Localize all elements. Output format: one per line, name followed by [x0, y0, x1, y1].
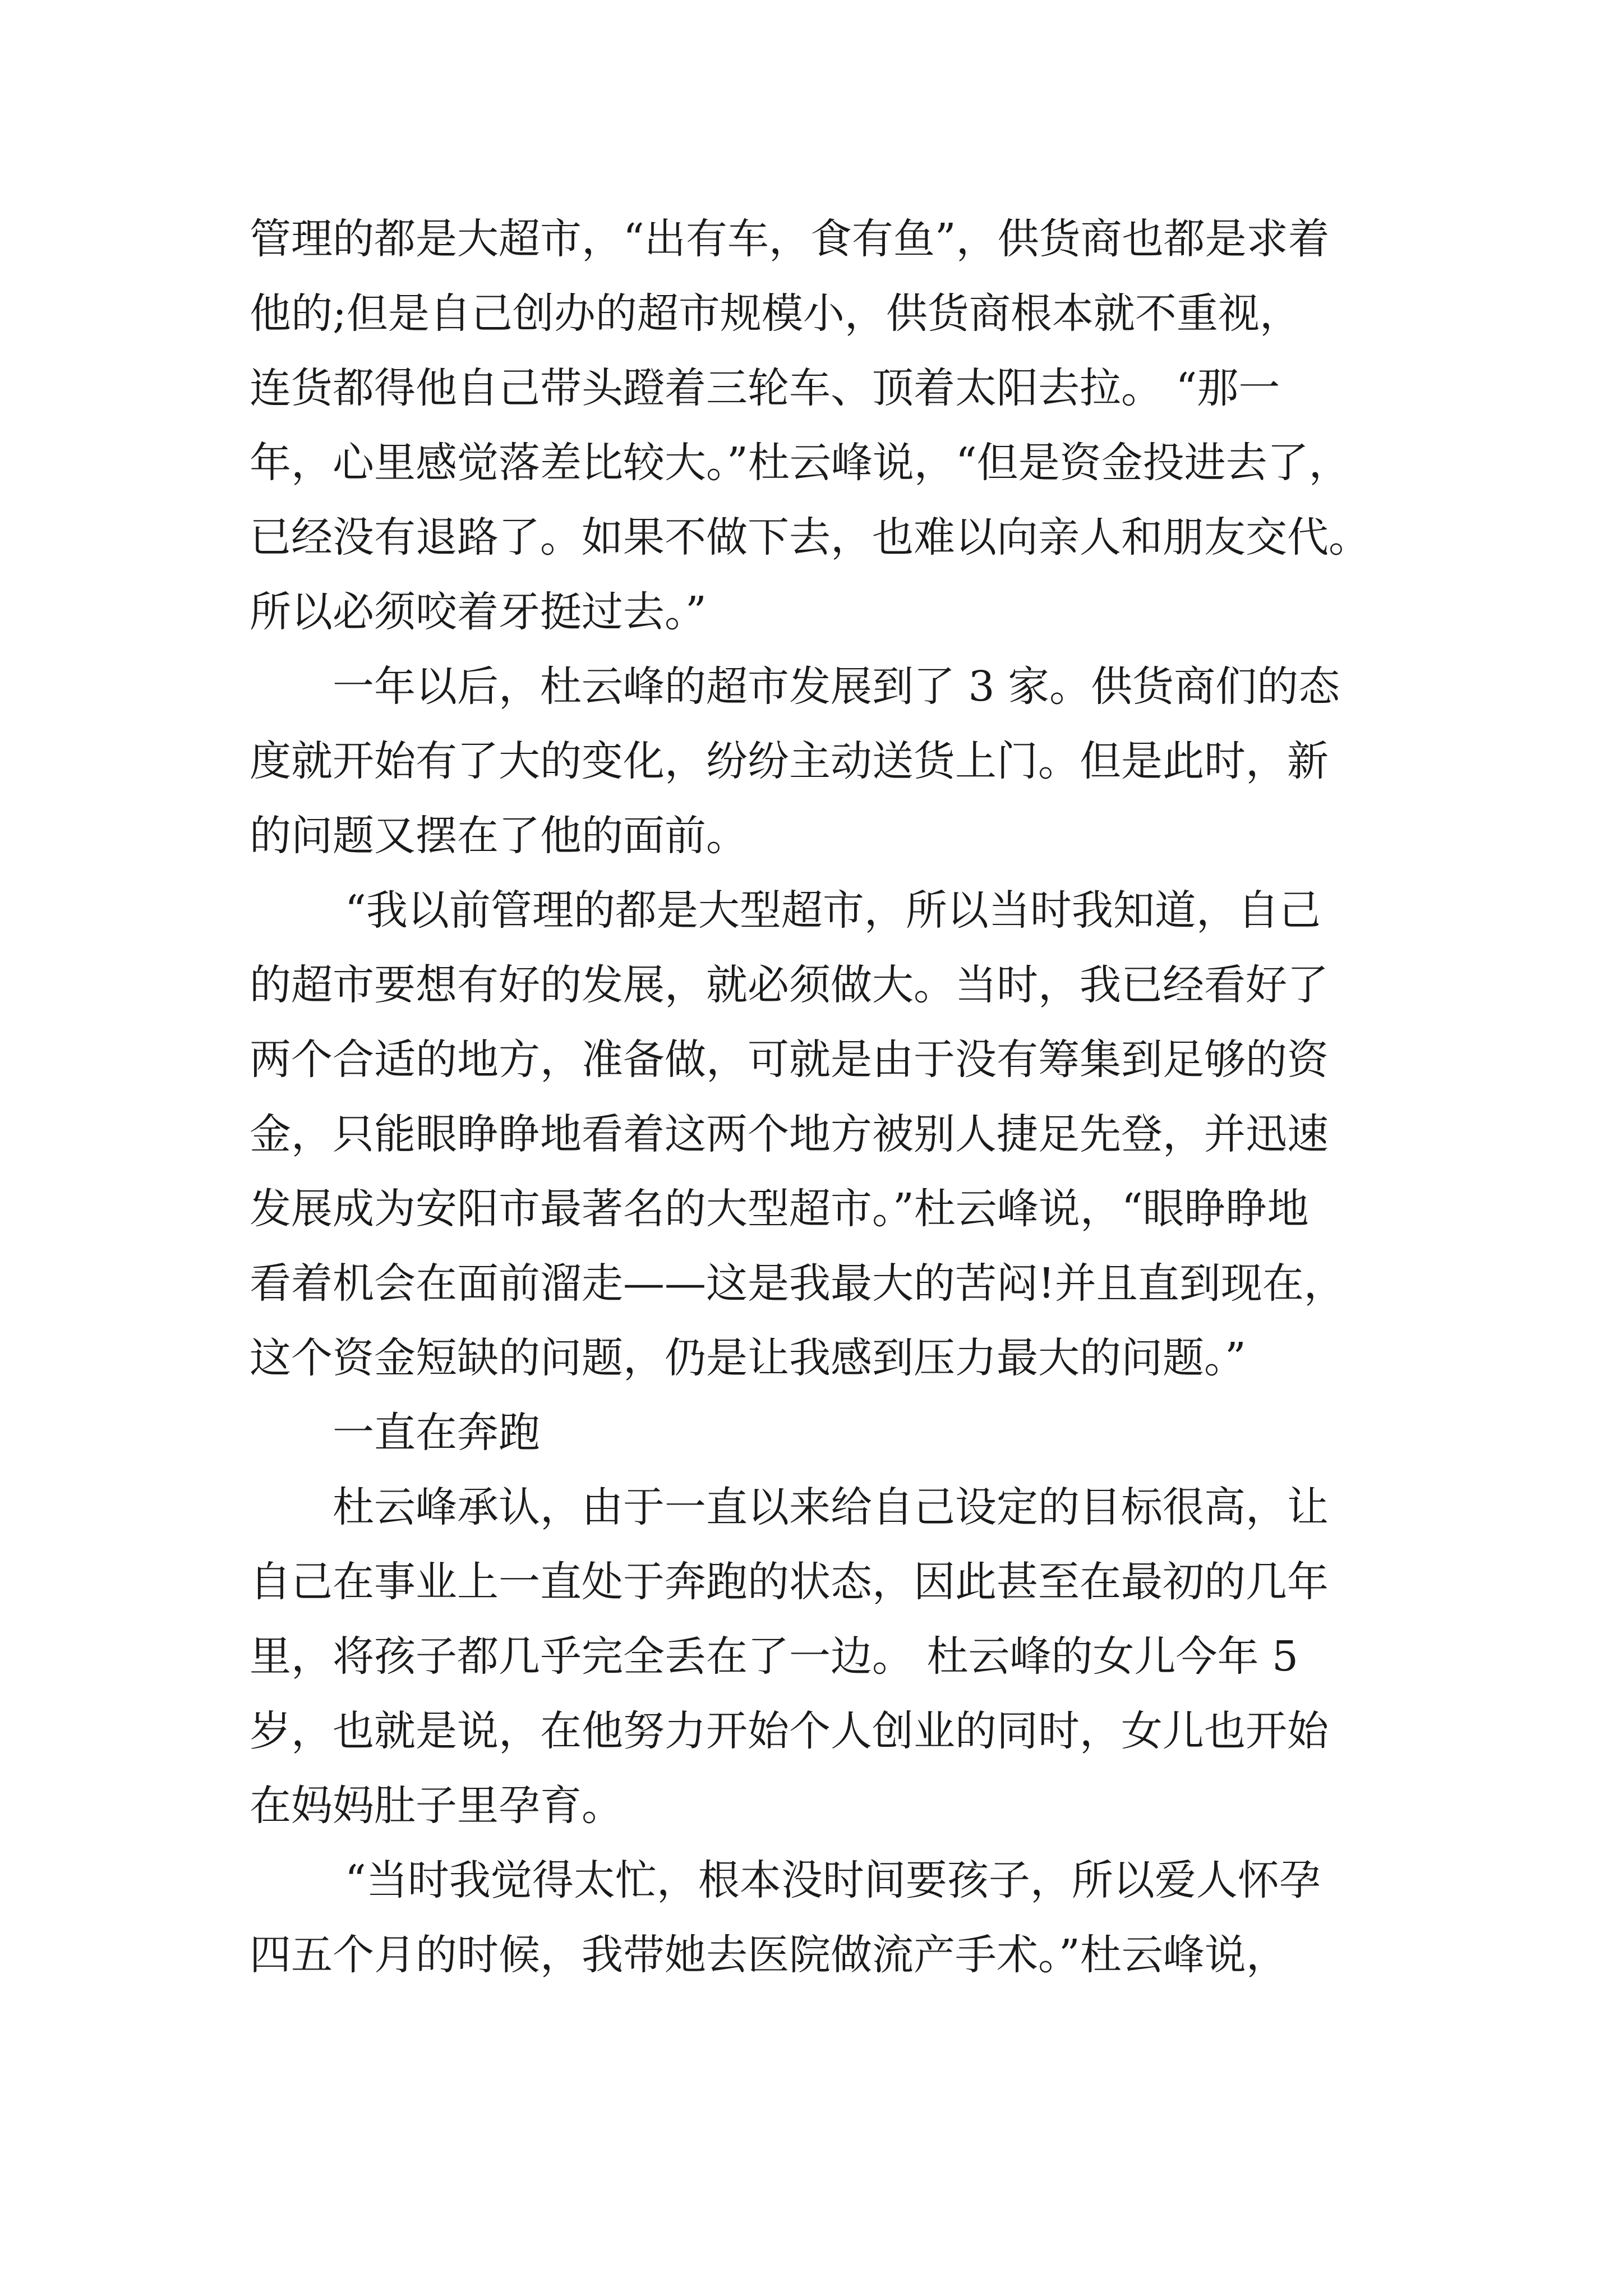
text-line: 这个资金短缺的问题，仍是让我感到压力最大的问题。” — [250, 1334, 1246, 1382]
paragraph-start-line: 杜云峰承认，由于一直以来给自己设定的目标很高，让 — [333, 1483, 1329, 1531]
paragraph-start-line: “我以前管理的都是大型超市，所以当时我知道，自己 — [345, 886, 1321, 935]
text-line: 他的;但是自己创办的超市规模小，供货商根本就不重视， — [250, 289, 1301, 338]
text-line: 两个合适的地方，准备做，可就是由于没有筹集到足够的资 — [250, 1036, 1329, 1084]
text-line: 度就开始有了大的变化，纷纷主动送货上门。但是此时，新 — [250, 737, 1329, 785]
text-line: 的问题又摆在了他的面前。 — [250, 812, 748, 860]
text-line: 管理的都是大超市，“出有车，食有鱼”，供货商也都是求着 — [250, 215, 1330, 263]
text-line: 年，心里感觉落差比较大。”杜云峰说，“但是资金投进去了， — [250, 439, 1350, 487]
body-text — [250, 202, 1391, 1993]
text-line: 在妈妈肚子里孕育。 — [250, 1782, 623, 1830]
paragraph-start-line: 一年以后，杜云峰的超市发展到了 3 家。供货商们的态 — [333, 662, 1340, 711]
text-line: 里，将孩子都几乎完全丢在了一边。 杜云峰的女儿今年 5 — [250, 1632, 1299, 1681]
section-heading: 一直在奔跑 — [333, 1409, 540, 1457]
text-line: 连货都得他自己带头蹬着三轮车、顶着太阳去拉。 “那一 — [250, 364, 1280, 412]
text-line: 四五个月的时候，我带她去医院做流产手术。”杜云峰说， — [250, 1931, 1288, 1979]
text-line: 金，只能眼睁睁地看着这两个地方被别人捷足先登，并迅速 — [250, 1110, 1329, 1158]
paragraph-start-line: “当时我觉得太忙，根本没时间要孩子，所以爱人怀孕 — [345, 1856, 1321, 1904]
text-line: 发展成为安阳市最著名的大型超市。”杜云峰说，“眼睁睁地 — [250, 1185, 1309, 1233]
text-line: 已经没有退路了。如果不做下去，也难以向亲人和朋友交代。 — [250, 513, 1370, 562]
text-line: 自己在事业上一直处于奔跑的状态，因此甚至在最初的几年 — [250, 1558, 1329, 1606]
text-line: 岁，也就是说，在他努力开始个人创业的同时，女儿也开始 — [250, 1707, 1329, 1755]
text-line: 所以必须咬着牙挺过去。” — [250, 588, 707, 636]
text-line: 看着机会在面前溜走——这是我最大的苦闷!并且直到现在， — [250, 1259, 1345, 1308]
text-line: 的超市要想有好的发展，就必须做大。当时，我已经看好了 — [250, 961, 1329, 1009]
